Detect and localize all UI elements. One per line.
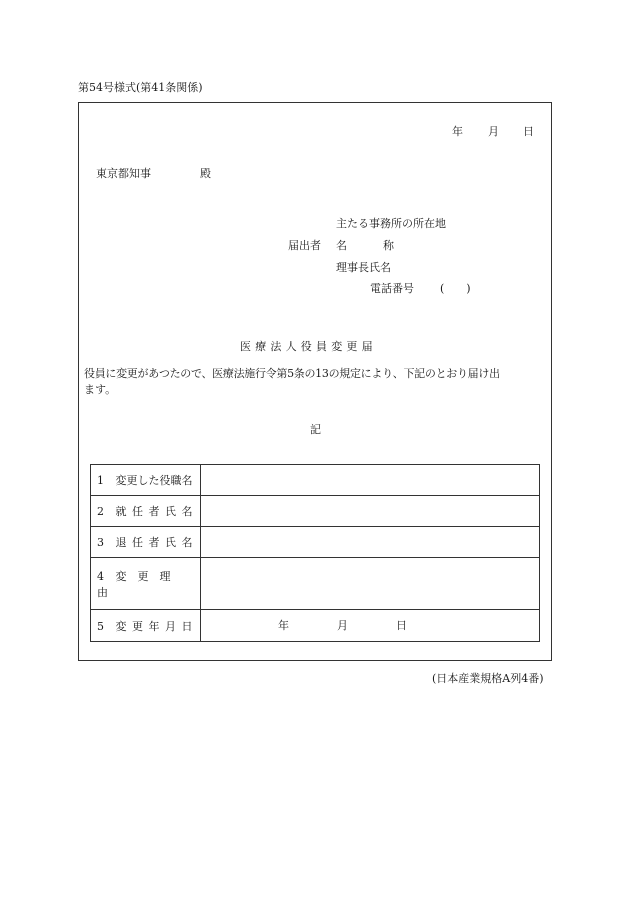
change-date-day: 日	[396, 619, 407, 632]
retiree-name-field[interactable]	[201, 527, 540, 558]
row-label-cell	[91, 558, 201, 610]
document-title: 医療法人役員変更届	[240, 340, 377, 353]
row-number: 1	[97, 474, 104, 487]
table-row	[91, 527, 540, 558]
name-label-char2: 称	[383, 239, 394, 252]
row-label-cell	[91, 527, 201, 558]
form-number: 第54号様式(第41条関係)	[78, 81, 203, 94]
table-row	[91, 558, 540, 610]
row-number: 5	[97, 619, 104, 633]
body-text-line2: ます。	[84, 383, 117, 396]
row-label-cell	[91, 496, 201, 527]
appointee-name-field[interactable]	[201, 496, 540, 527]
date-year: 年	[452, 125, 463, 138]
phone-parens: ( )	[440, 282, 471, 295]
recipient: 東京都知事	[96, 167, 151, 180]
notifier-label: 届出者	[288, 239, 321, 252]
paper-standard-note: (日本産業規格A列4番)	[432, 672, 544, 685]
table-row	[91, 610, 540, 642]
position-title-field[interactable]	[201, 465, 540, 496]
ki-mark: 記	[310, 423, 321, 436]
table-row	[91, 465, 540, 496]
date-month: 月	[488, 125, 499, 138]
row-number: 3	[97, 536, 104, 549]
row-label: 変更した役職名	[115, 474, 193, 487]
name-label-char1: 名	[336, 239, 347, 252]
row-label: 退任者氏名	[115, 536, 198, 549]
row-label-cell	[91, 610, 201, 642]
change-date-field[interactable]	[201, 610, 540, 642]
change-date-year: 年	[278, 619, 289, 632]
row-number: 4	[97, 569, 104, 583]
date-day: 日	[523, 125, 534, 138]
table-row	[91, 496, 540, 527]
body-text-line1: 役員に変更があつたので、医療法施行令第5条の13の規定により、下記のとおり届け出	[84, 367, 500, 380]
honorific: 殿	[200, 167, 211, 180]
phone-label: 電話番号	[370, 282, 414, 295]
change-date-month: 月	[337, 619, 348, 632]
row-label: 変更理由	[97, 569, 182, 599]
row-label: 変更年月日	[115, 619, 198, 633]
change-reason-field[interactable]	[201, 558, 540, 610]
items-table	[90, 464, 540, 642]
row-label: 就任者氏名	[115, 505, 198, 518]
row-number: 2	[97, 505, 104, 518]
office-address-label: 主たる事務所の所在地	[336, 217, 446, 230]
chairman-name-label: 理事長氏名	[336, 261, 391, 274]
row-label-cell	[91, 465, 201, 496]
